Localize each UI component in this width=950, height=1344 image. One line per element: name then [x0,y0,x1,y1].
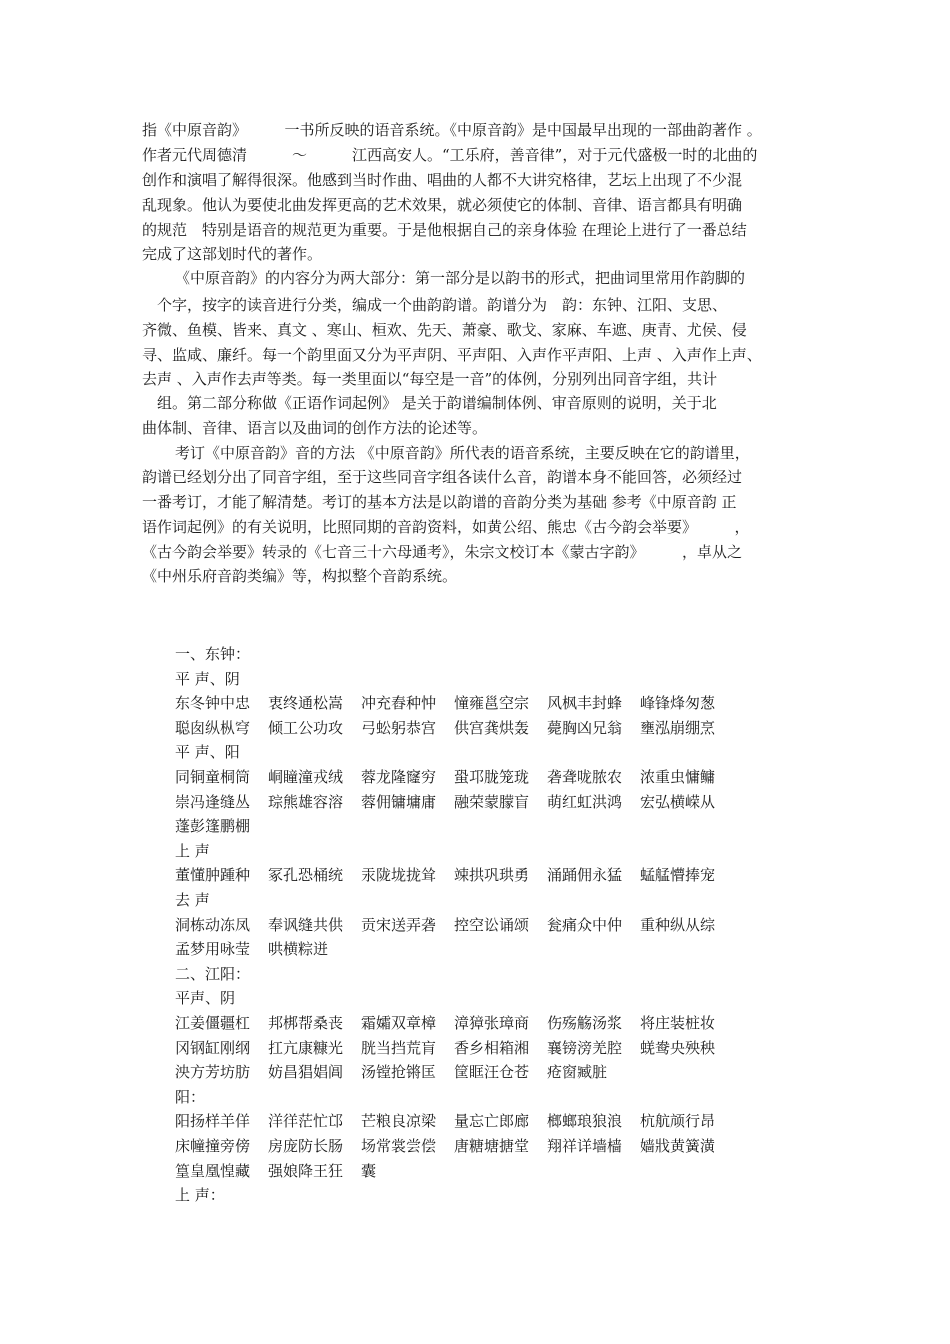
rhyme-group: 壅泓崩绷烹 [640,718,716,737]
rhyme-group: 邦梆帮桑丧 [268,1014,344,1032]
rhyme-group: 瓮痛众中仲 [547,915,623,934]
rhyme-group: 弓蚣躬恭宫 [361,718,437,737]
text-line: 《中原音韵》的内容分为两大部分：第一部分是以韵书的形式，把曲词里常用作韵脚的 [175,269,746,287]
rhyme-group: 蓉佣镛墉庸 [361,792,437,811]
rhyme-group: 控空讼诵颂 [454,915,530,934]
rhyme-group: 江姜僵疆杠 [175,1014,251,1032]
rhyme-group: 衷终通松嵩 [268,694,344,713]
rhyme-group: 香乡相箱湘 [454,1038,530,1057]
rhyme-row [175,939,361,959]
rhyme-section-heading: 去 声 [175,891,210,909]
rhyme-row [175,1038,733,1058]
rhyme-group: 蓬彭篷鹏棚 [175,817,251,836]
text-line: 个字，按字的读音进行分类，编成一个曲韵韵谱。韵谱分为 韵：东钟、江阳、支思、 [142,296,728,314]
rhyme-section-heading: 平声、阴 [175,989,236,1008]
rhyme-group: 蓉龙隆窿穷 [361,768,437,786]
rhyme-group: 汞陇垅拢耸 [361,866,437,885]
rhyme-row [175,767,733,787]
rhyme-group: 汤镗抢锵匡 [361,1063,437,1082]
rhyme-group: 洞栋动冻凤 [175,915,251,934]
rhyme-group: 东冬钟中忠 [175,694,251,713]
rhyme-row [175,718,733,738]
rhyme-row [175,693,733,713]
text-line: 去声 、入声作去声等类。每一类里面以“每空是一音”的体例，分别列出同音字组，共计 [142,370,718,388]
text-line: 《中州乐府音韵类编》等，构拟整个音韵系统。 [142,567,458,585]
rhyme-group: 篁皇凰惶藏 [175,1161,251,1180]
rhyme-group: 奉讽缝共供 [268,915,344,934]
rhyme-group: 泱方芳坊肪 [175,1063,251,1082]
text-line: 的规范 特别是语音的规范更为重要。于是他根据自己的亲身体验 在理论上进行了一番总结 [142,221,747,239]
rhyme-row [175,1062,640,1082]
rhyme-section-heading: 二、江阳： [175,964,251,983]
rhyme-section-heading: 一、东钟： [175,645,251,663]
text-line: 乱现象。他认为要使北曲发挥更高的艺术效果，就必须使它的体制、音律、语言都具有明确 [142,196,743,214]
text-line: 寻、监咸、廉纤。每一个韵里面又分为平声阴、平声阳、入声作平声阳、上声 、入声作上声、 [142,346,762,364]
rhyme-group: 场常裳尝偿 [361,1137,437,1155]
rhyme-group: 将庄装桩妆 [640,1014,716,1032]
rhyme-group: 薨胸凶兄翁 [547,718,623,737]
rhyme-group: 蜣鸯央殃秧 [640,1038,716,1057]
rhyme-group: 冢孔恐桶统 [268,866,344,885]
rhyme-row [175,865,733,885]
rhyme-row [175,792,733,812]
rhyme-group: 筐眶汪仓苍 [454,1063,530,1082]
rhyme-row [175,1161,454,1181]
rhyme-section-heading: 平 声、阴 [175,669,240,688]
rhyme-group: 唐糖塘搪堂 [454,1137,530,1155]
rhyme-group: 霜孀双章樟 [361,1014,437,1032]
rhyme-group: 重种纵从综 [640,915,716,934]
rhyme-row [175,1013,733,1033]
text-line: 语作词起例》的有关说明，比照同期的音韵资料，如黄公绍、熊忠《古今韵会举要》 ， [142,518,750,536]
rhyme-group: 蛩邛胧笼珑 [454,768,530,786]
rhyme-group: 融荣蒙朦盲 [454,792,530,811]
rhyme-group: 宏弘横嵘从 [640,792,716,811]
rhyme-group: 哄横粽迸 [268,940,329,959]
rhyme-group: 量忘亡郎廊 [454,1112,530,1131]
rhyme-group: 蜢艋懵捧宠 [640,866,716,885]
rhyme-group: 憧雍邕空宗 [454,694,530,713]
rhyme-group: 峰锋烽匆葱 [640,694,716,713]
text-line: 一番考订，才能了解清楚。考订的基本方法是以韵谱的音韵分类为基础 参考《中原音韵 正 [142,493,737,511]
rhyme-row [175,915,733,935]
text-line: 组。第二部分称做《正语作词起例》 是关于韵谱编制体例、审音原则的说明，关于北 [142,394,717,412]
rhyme-group: 强娘降王狂 [268,1161,344,1180]
text-line: 齐微、鱼模、皆来、真文 、寒山、桓欢、先天、萧豪、歌戈、家麻、车遮、庚青、尤侯、侵 [142,321,747,339]
rhyme-row [175,1111,733,1131]
rhyme-group: 孟梦用咏莹 [175,940,251,959]
rhyme-row [175,816,268,836]
rhyme-group: 冲充舂种忡 [361,694,437,713]
rhyme-group: 贡宋送弄砻 [361,915,437,934]
rhyme-group: 床幢撞旁傍 [175,1137,251,1155]
rhyme-group: 阳扬样羊佯 [175,1112,251,1131]
rhyme-group: 崇冯逢缝丛 [175,792,251,811]
rhyme-group: 萌红虹洪鸿 [547,792,623,811]
rhyme-group: 房庞防长肠 [268,1137,344,1155]
rhyme-section-heading: 阳： [175,1087,206,1106]
rhyme-group: 砻聋咙脓农 [547,768,623,786]
rhyme-group: 襄镑滂羌腔 [547,1038,623,1057]
text-line: 考订《中原音韵》音的方法 《中原音韵》所代表的语音系统，主要反映在它的韵谱里， [175,444,750,462]
rhyme-group: 榔螂琅狼浪 [547,1112,623,1131]
rhyme-group: 洋徉茫忙邙 [268,1112,344,1131]
text-line: 作者元代周德清 ～ 江西高安人。“工乐府，善音律”，对于元代盛极一时的北曲的 [142,146,758,164]
rhyme-group: 扛亢康糠光 [268,1038,344,1057]
rhyme-row [175,1136,733,1156]
rhyme-group: 伤殇觞汤浆 [547,1014,623,1032]
text-line: 指《中原音韵》 一书所反映的语音系统。《中原音韵》是中国最早出现的一部曲韵著作 。 [142,121,762,139]
rhyme-group: 胱当挡荒肓 [361,1038,437,1057]
rhyme-group: 竦拱巩珙勇 [454,866,530,885]
text-line: 《古今韵会举要》转录的《七音三十六母通考》，朱宗文校订本《蒙古字韵》 ，卓从之 [142,543,743,561]
rhyme-group: 董懂肿踵种 [175,866,251,885]
text-line: 完成了这部划时代的著作。 [142,245,323,263]
rhyme-group: 倾工公功攻 [268,718,344,737]
rhyme-group: 漳獐张璋商 [454,1014,530,1032]
rhyme-group: 囊 [361,1161,377,1180]
rhyme-section-heading: 上 声： [175,1186,225,1205]
rhyme-group: 峒瞳潼戎绒 [268,768,344,786]
rhyme-section-heading: 上 声 [175,841,210,860]
rhyme-group: 涌踊佣永猛 [547,866,623,885]
rhyme-group: 嫱戕黄簧潢 [640,1137,716,1155]
text-line: 创作和演唱了解得很深。他感到当时作曲、唱曲的人都不大讲究格律，艺坛上出现了不少混 [142,171,743,189]
rhyme-group: 供宫龚烘轰 [454,718,530,737]
rhyme-section-heading: 平 声、阳 [175,743,240,762]
rhyme-group: 疮窗臧脏 [547,1063,608,1082]
rhyme-group: 琮熊雄容溶 [268,792,344,811]
rhyme-group: 聪囱纵枞穹 [175,718,251,737]
rhyme-group: 芒粮良凉梁 [361,1112,437,1131]
rhyme-group: 妨昌猖娼阊 [268,1063,344,1082]
rhyme-group: 杭航颃行昂 [640,1112,716,1131]
text-line: 曲体制、音律、语言以及曲词的创作方法的论述等。 [142,419,488,437]
rhyme-group: 同铜童桐筒 [175,768,251,786]
rhyme-group: 冈钢缸刚纲 [175,1038,251,1057]
rhyme-group: 翔祥详墙樯 [547,1137,623,1155]
rhyme-group: 风枫丰封蜂 [547,694,623,713]
text-line: 韵谱已经划分出了同音字组，至于这些同音字组各读什么音，韵谱本身不能回答，必须经过 [142,468,743,486]
rhyme-group: 浓重虫慵鳙 [640,768,716,786]
